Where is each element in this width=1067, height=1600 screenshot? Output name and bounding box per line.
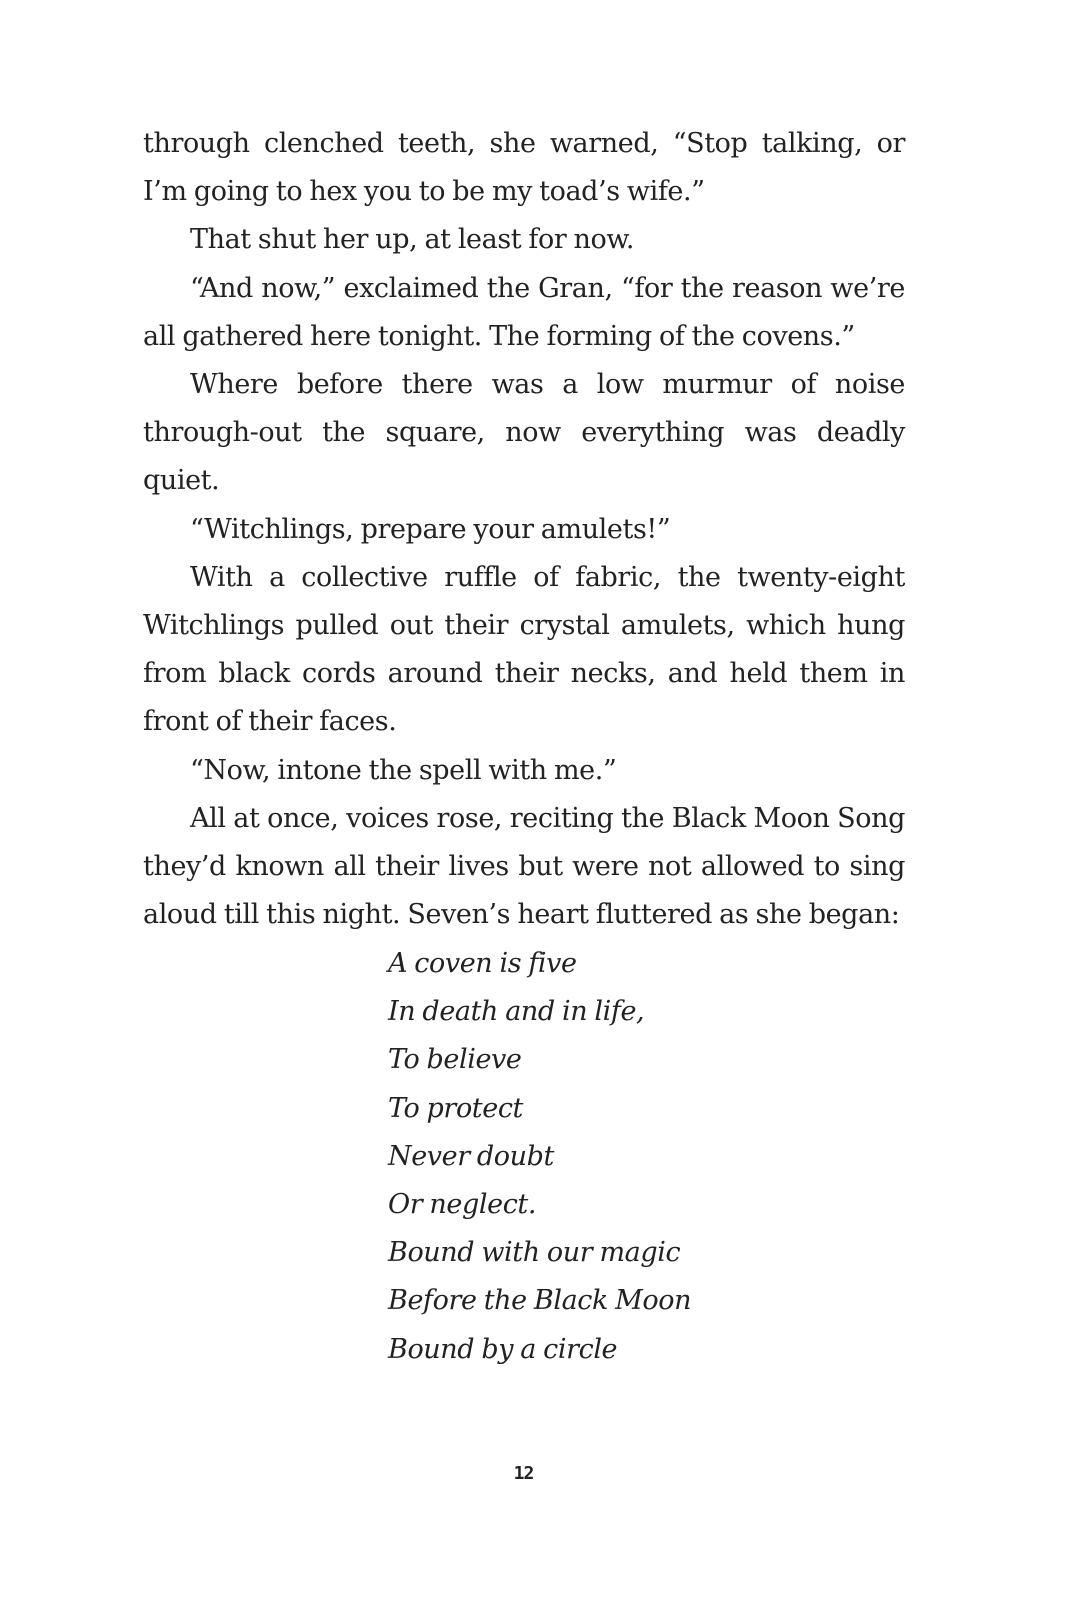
paragraph: Where before there was a low murmur of noise through-out the square, now everything was deadly quiet.: [143, 369, 905, 497]
verse-line: A coven is five: [388, 948, 577, 979]
verse-block: [388, 940, 691, 1374]
paragraph: That shut her up, at least for now.: [190, 224, 635, 256]
paragraph: With a collective ruffle of fabric, the twenty-eight Witchlings pulled out their crystal amulets, which hung from black cords around their necks, and held them in front of their faces.: [143, 561, 905, 738]
paragraph: “And now,” exclaimed the Gran, “for the reason we’re all gathered here tonight. The forming of the covens.”: [143, 272, 905, 352]
verse-line: In death and in life,: [388, 996, 645, 1028]
verse-line: To protect: [388, 1092, 523, 1124]
verse-line: Before the Black Moon: [388, 1285, 692, 1317]
page-number: 12: [513, 1463, 534, 1484]
verse-line: Bound with our magic: [388, 1237, 681, 1269]
verse-line: Never doubt: [388, 1140, 554, 1172]
verse-line: Bound by a circle: [388, 1333, 618, 1365]
paragraph: All at once, voices rose, reciting the Black Moon Song they’d known all their lives but were not allowed to sing aloud till this night. Seven’s heart fluttered as she began:: [143, 802, 905, 931]
paragraph: “Witchlings, prepare your amulets!”: [190, 513, 671, 545]
prose-body: [143, 120, 905, 939]
verse-line: Or neglect.: [388, 1189, 537, 1221]
paragraph: “Now, intone the spell with me.”: [190, 754, 617, 786]
paragraph-continued: through clenched teeth, she warned, “Stop talking, or I’m going to hex you to be my toad’s wife.”: [143, 128, 905, 208]
verse-line: To believe: [388, 1044, 522, 1076]
